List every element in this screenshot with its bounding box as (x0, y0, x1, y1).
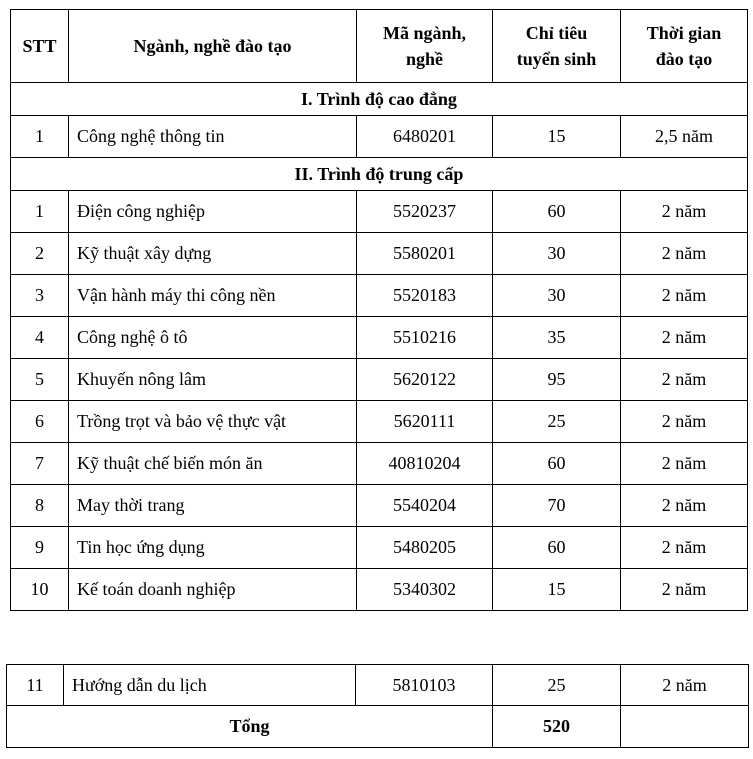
cell-duration: 2 năm (621, 443, 748, 485)
cell-quota: 35 (493, 317, 621, 359)
table-row (11, 485, 748, 527)
cell-duration: 2 năm (621, 275, 748, 317)
cell-quota: 95 (493, 359, 621, 401)
cell-stt: 3 (11, 275, 69, 317)
header-duration: Thời gian đào tạo (621, 10, 748, 83)
cell-code: 5580201 (357, 233, 493, 275)
cell-duration: 2 năm (621, 191, 748, 233)
cell-major: Kỹ thuật xây dựng (69, 233, 357, 275)
header-quota: Chỉ tiêu tuyển sinh (493, 10, 621, 83)
cell-code: 40810204 (357, 443, 493, 485)
cell-duration: 2 năm (621, 527, 748, 569)
admission-quota-table (10, 9, 748, 611)
cell-code: 5810103 (356, 665, 493, 706)
cell-duration: 2 năm (621, 317, 748, 359)
cell-quota: 25 (493, 665, 621, 706)
cell-stt: 6 (11, 401, 69, 443)
cell-duration: 2 năm (621, 401, 748, 443)
cell-major: Công nghệ ô tô (69, 317, 357, 359)
cell-major: Hướng dẫn du lịch (64, 665, 356, 706)
table-row (11, 401, 748, 443)
admission-quota-table-continued (6, 664, 749, 748)
section-title: I. Trình độ cao đẳng (11, 83, 748, 116)
cell-duration: 2 năm (621, 485, 748, 527)
cell-major: Điện công nghiệp (69, 191, 357, 233)
cell-duration: 2 năm (621, 665, 749, 706)
cell-major: Khuyến nông lâm (69, 359, 357, 401)
header-code: Mã ngành, nghề (357, 10, 493, 83)
table-row (11, 569, 748, 611)
cell-major: Kế toán doanh nghiệp (69, 569, 357, 611)
cell-duration: 2 năm (621, 569, 748, 611)
cell-major: Vận hành máy thi công nền (69, 275, 357, 317)
section-title: II. Trình độ trung cấp (11, 158, 748, 191)
cell-code: 5620111 (357, 401, 493, 443)
total-row (7, 706, 749, 748)
cell-stt: 4 (11, 317, 69, 359)
cell-code: 5540204 (357, 485, 493, 527)
cell-code: 5620122 (357, 359, 493, 401)
cell-code: 5520237 (357, 191, 493, 233)
cell-quota: 30 (493, 233, 621, 275)
cell-stt: 11 (7, 665, 64, 706)
total-empty-cell (621, 706, 749, 748)
cell-code: 5520183 (357, 275, 493, 317)
table-row (11, 275, 748, 317)
table-row (7, 665, 749, 706)
cell-quota: 70 (493, 485, 621, 527)
cell-stt: 7 (11, 443, 69, 485)
table-header-row (11, 10, 748, 83)
cell-quota: 15 (493, 116, 621, 158)
table-row (11, 527, 748, 569)
cell-major: Kỹ thuật chế biến món ăn (69, 443, 357, 485)
cell-quota: 30 (493, 275, 621, 317)
cell-code: 5510216 (357, 317, 493, 359)
cell-stt: 2 (11, 233, 69, 275)
total-label: Tổng (7, 706, 493, 748)
cell-major: Trồng trọt và bảo vệ thực vật (69, 401, 357, 443)
cell-major: Tin học ứng dụng (69, 527, 357, 569)
cell-quota: 60 (493, 443, 621, 485)
cell-duration: 2 năm (621, 359, 748, 401)
cell-stt: 10 (11, 569, 69, 611)
cell-quota: 60 (493, 191, 621, 233)
section-row-intermediate (11, 158, 748, 191)
total-value: 520 (493, 706, 621, 748)
cell-stt: 5 (11, 359, 69, 401)
cell-stt: 1 (11, 191, 69, 233)
table-row (11, 443, 748, 485)
table-row (11, 317, 748, 359)
cell-quota: 25 (493, 401, 621, 443)
cell-code: 5480205 (357, 527, 493, 569)
cell-stt: 8 (11, 485, 69, 527)
cell-code: 5340302 (357, 569, 493, 611)
table-row (11, 191, 748, 233)
header-stt: STT (11, 10, 69, 83)
section-row-college (11, 83, 748, 116)
cell-major: Công nghệ thông tin (69, 116, 357, 158)
cell-major: May thời trang (69, 485, 357, 527)
cell-quota: 60 (493, 527, 621, 569)
header-major: Ngành, nghề đào tạo (69, 10, 357, 83)
table-row (11, 116, 748, 158)
cell-quota: 15 (493, 569, 621, 611)
cell-stt: 1 (11, 116, 69, 158)
table-row (11, 359, 748, 401)
cell-duration: 2 năm (621, 233, 748, 275)
cell-duration: 2,5 năm (621, 116, 748, 158)
table-row (11, 233, 748, 275)
cell-code: 6480201 (357, 116, 493, 158)
cell-stt: 9 (11, 527, 69, 569)
